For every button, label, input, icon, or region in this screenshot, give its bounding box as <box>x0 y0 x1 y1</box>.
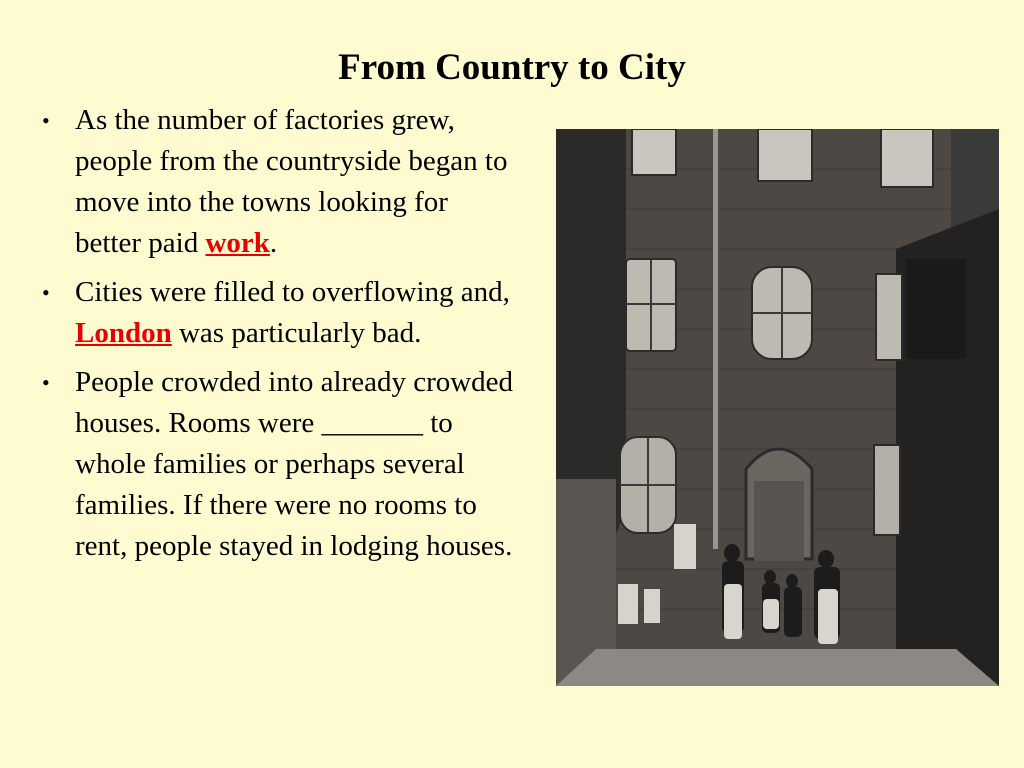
bullet-text-end: was particularly bad. <box>171 317 422 349</box>
work-link[interactable]: work <box>205 227 270 259</box>
bullet-dot-icon: • <box>42 108 50 133</box>
bullet-dot-icon: • <box>42 370 50 395</box>
bullet-item-crowded <box>34 362 514 567</box>
tenement-photo <box>556 129 999 686</box>
bullet-text-end: . <box>269 227 278 259</box>
bullet-dot-icon: • <box>42 280 50 305</box>
slide-title: From Country to City <box>338 47 686 88</box>
bullet-item-london <box>34 272 514 354</box>
tenement-photo-icon <box>556 129 999 686</box>
london-link[interactable]: London <box>75 317 172 349</box>
bullet-text: As the number of factories grew, people from the countryside began to move into the towns looking for better paid <box>75 104 508 259</box>
bullet-text: Cities were filled to overflowing and, <box>75 276 510 308</box>
bullet-item-work <box>34 100 514 264</box>
bullet-text: People crowded into already crowded houses. Rooms were _______ to whole families or perhaps several families. If there were no rooms to rent, people stayed in lodging houses. <box>75 366 514 562</box>
bullet-list <box>34 100 514 575</box>
